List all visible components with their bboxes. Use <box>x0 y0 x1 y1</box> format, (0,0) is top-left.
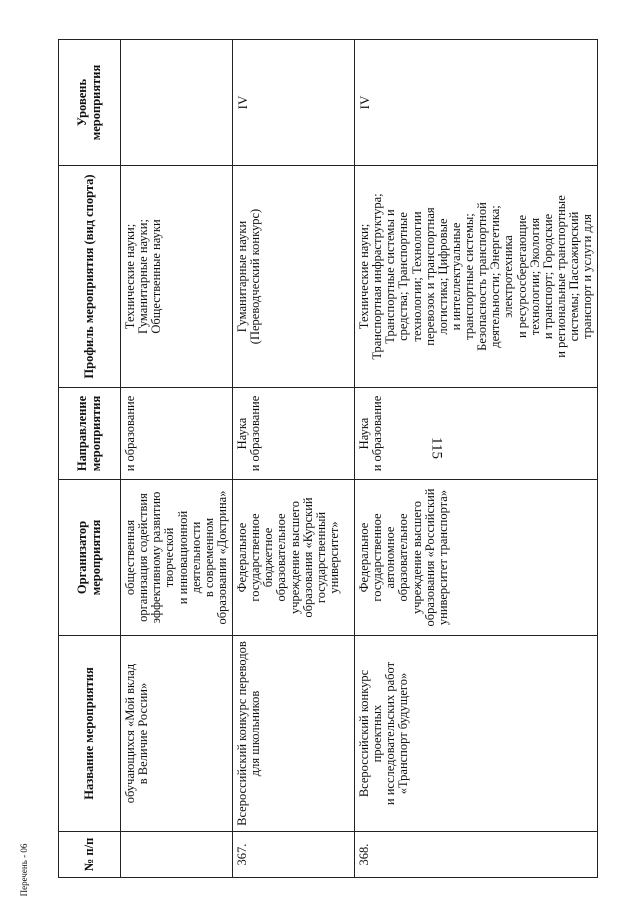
header-level: Уровень мероприятия <box>59 40 121 166</box>
row-profile: Технические науки; Транспортная инфраструктура; Транспортные системы и средства; Транспортные технологии; Технологии перевозок и транспортная логистика; Цифровые и интеллектуальные транспортные системы; Безопасность транспортной деятельности; Энергетика; электротехника и ресурсосберегающие технологии; Экология и транспорт; Городские и региональные транспортные системы; Пассажирский транспорт и услуги для <box>355 166 598 388</box>
row-name: обучающихся «Мой вклад в Величие России» <box>121 636 233 832</box>
header-organizer: Организатор мероприятия <box>59 480 121 636</box>
rotated-table-container <box>58 40 598 878</box>
row-direction: Наука и образование <box>355 388 598 480</box>
events-table <box>58 39 598 878</box>
row-profile: Технические науки; Гуманитарные науки; Общественные науки <box>121 166 233 388</box>
header-direction: Направление мероприятия <box>59 388 121 480</box>
table-header-row <box>59 40 121 878</box>
row-name: Всероссийский конкурс переводов для школьников <box>233 636 355 832</box>
row-level: IV <box>233 40 355 166</box>
header-profile: Профиль мероприятия (вид спорта) <box>59 166 121 388</box>
table-row <box>233 40 355 878</box>
row-num <box>121 832 233 878</box>
header-name: Название мероприятия <box>59 636 121 832</box>
row-num: 368. <box>355 832 598 878</box>
row-direction: Наука и образование <box>233 388 355 480</box>
row-level <box>121 40 233 166</box>
footer-note: Перечень - 06 <box>19 843 29 897</box>
table-row <box>121 40 233 878</box>
row-organizer: общественная организация содействия эффективному развитию творческой и инновационной деятельности в современном образовании «Доктрина» <box>121 480 233 636</box>
row-organizer: Федеральное государственное бюджетное образовательное учреждение высшего образования «Курский государственный университет» <box>233 480 355 636</box>
page-number: 115 <box>428 437 445 459</box>
row-num: 367. <box>233 832 355 878</box>
row-organizer: Федеральное государственное автономное образовательное учреждение высшего образования «Российский университет транспорта» <box>355 480 598 636</box>
row-level: IV <box>355 40 598 166</box>
table-row <box>355 40 598 878</box>
row-name: Всероссийский конкурс проектных и исследовательских работ «Транспорт будущего» <box>355 636 598 832</box>
row-direction: и образование <box>121 388 233 480</box>
row-profile: Гуманитарные науки (Переводческий конкурс) <box>233 166 355 388</box>
header-num: № п/п <box>59 832 121 878</box>
